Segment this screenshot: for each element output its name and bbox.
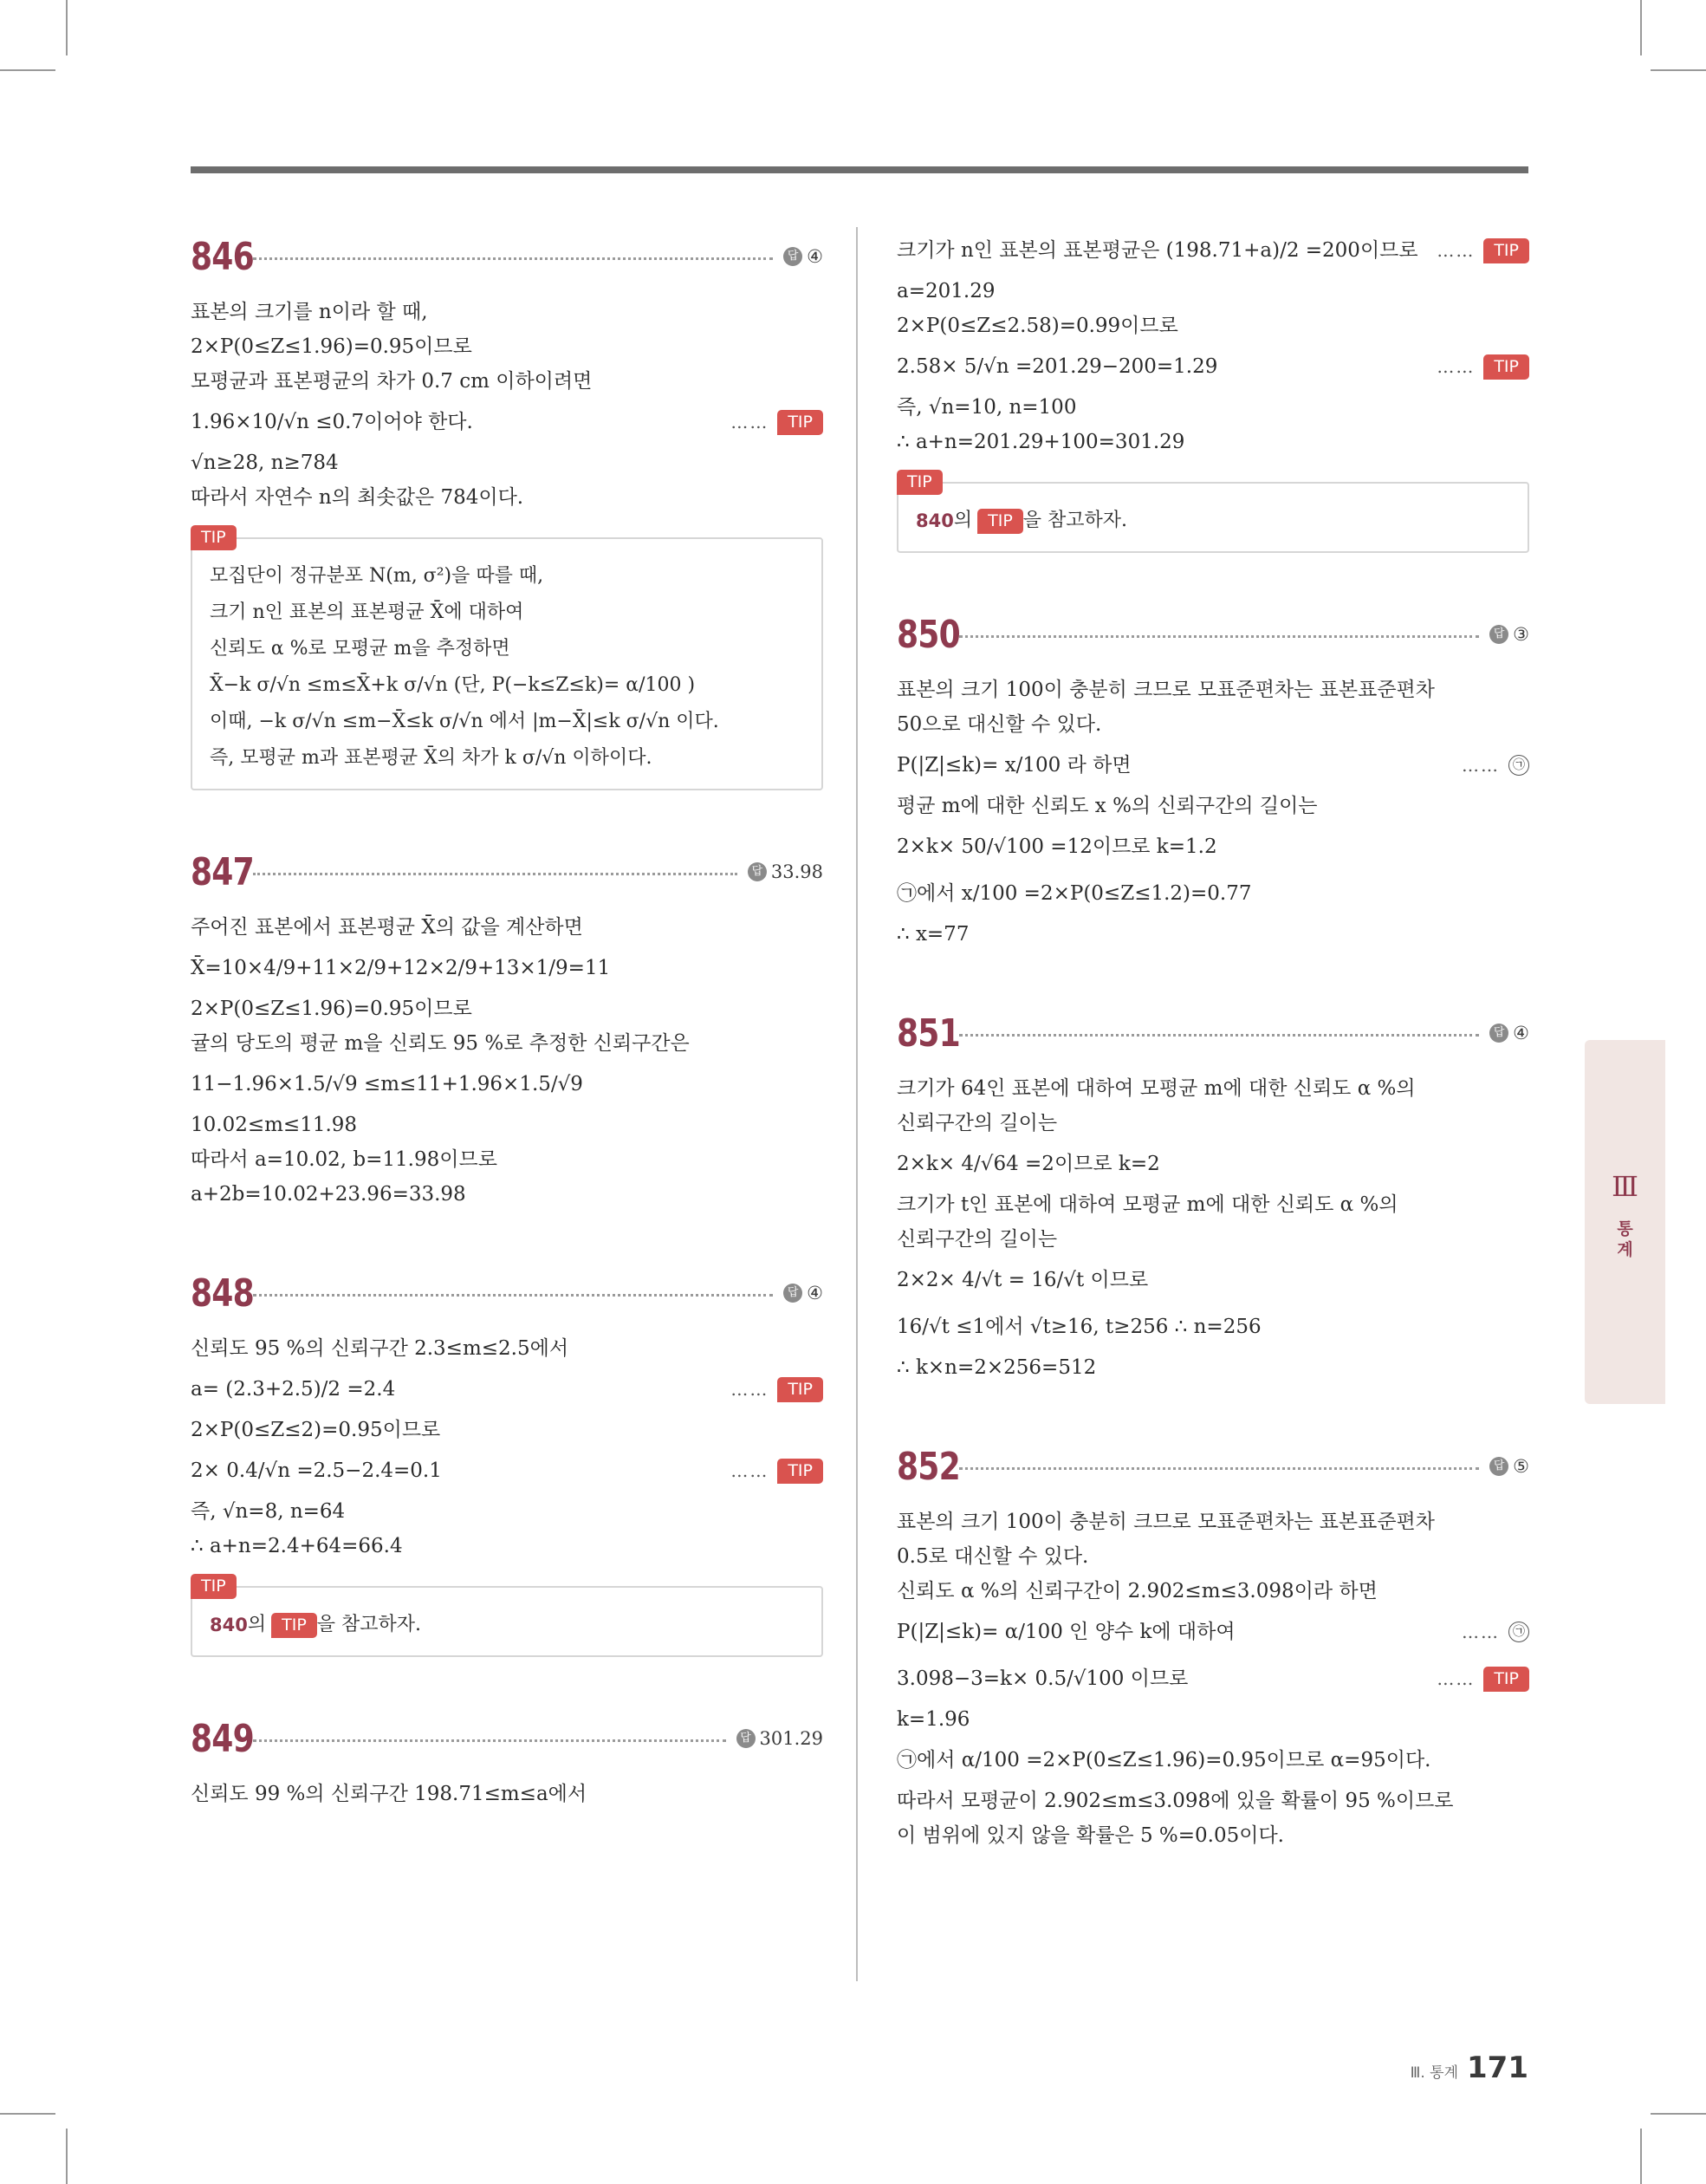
solution-line (897, 1350, 1529, 1385)
solution-line (897, 1257, 1529, 1303)
line-marker (1462, 742, 1529, 789)
line-marker (730, 1366, 823, 1413)
problem-number: 852 (897, 1444, 960, 1489)
solution-text: 3.098−3=k× 0.5/√100 이므로 (897, 1667, 1189, 1690)
left-column (191, 227, 823, 1863)
chapter-side-tab (1585, 1040, 1665, 1404)
solution-line (897, 1303, 1529, 1350)
solution-text: 표본의 크기 100이 충분히 크므로 모표준편차는 표본표준편차 (897, 679, 1435, 701)
solution-text: 11−1.96×1.5/√9 ≤m≤11+1.96×1.5/√9 (191, 1073, 583, 1095)
solution-line (897, 343, 1529, 390)
solution-line (897, 1222, 1529, 1257)
crop-mark (66, 0, 68, 55)
answer-value: 33.98 (770, 861, 823, 882)
leader-dots (959, 635, 1479, 638)
solution-text: ㉠에서 α/100 =2×P(0≤Z≤1.96)=0.95이므로 α=95이다. (897, 1749, 1431, 1771)
problem-number: 851 (897, 1011, 960, 1056)
solution-line (191, 329, 823, 364)
solution-text: 신뢰구간의 길이는 (897, 1228, 1058, 1251)
solution-text: ∴ k×n=2×256=512 (897, 1356, 1097, 1379)
problem-header (191, 1264, 823, 1323)
solution-text: ㉠에서 x/100 =2×P(0≤Z≤1.2)=0.77 (897, 882, 1252, 905)
solution-line (897, 1655, 1529, 1702)
tip-reference-line (916, 503, 1510, 539)
answer-badge (1489, 624, 1529, 645)
answer-icon: 답 (1489, 1457, 1508, 1476)
chapter-side-label: 통 계 (1617, 1219, 1633, 1259)
solution-text: 신뢰도 99 %의 신뢰구간 198.71≤m≤a에서 (191, 1783, 587, 1805)
solution-text: 2×P(0≤Z≤1.96)=0.95이므로 (191, 998, 472, 1020)
solution-line (191, 1177, 823, 1212)
problem-847 (191, 842, 823, 1212)
tip-reference-line (210, 1607, 804, 1643)
solution-text: 2×P(0≤Z≤2.58)=0.99이므로 (897, 315, 1178, 337)
answer-badge (783, 246, 823, 267)
answer-value: ③ (1513, 624, 1529, 645)
solution-text: 50으로 대신할 수 있다. (897, 713, 1102, 736)
line-marker (1437, 227, 1529, 274)
problem-852 (897, 1437, 1529, 1853)
crop-mark (1651, 2113, 1706, 2115)
problem-848 (191, 1264, 823, 1657)
solution-text: 2.58× 5/√n =201.29−200=1.29 (897, 355, 1218, 378)
crop-mark (1640, 0, 1642, 55)
solution-text: 주어진 표본에서 표본평균 X̄의 값을 계산하면 (191, 916, 583, 939)
tip-badge: TIP (1483, 354, 1529, 380)
solution-line (897, 917, 1529, 952)
solution-text: 2×k× 50/√100 =12이므로 k=1.2 (897, 835, 1217, 858)
solution-text: 2×2× 4/√t = 16/√t 이므로 (897, 1269, 1149, 1291)
column-divider (856, 227, 858, 1981)
solution-line (897, 1737, 1529, 1784)
leader-dots (253, 1294, 773, 1297)
solution-text: a+2b=10.02+23.96=33.98 (191, 1183, 466, 1206)
problem-851 (897, 1004, 1529, 1385)
tip-badge: TIP (777, 410, 823, 435)
leader-dots (253, 1739, 726, 1742)
solution-line (897, 1141, 1529, 1187)
answer-value: ④ (807, 246, 823, 267)
leader-dots (959, 1467, 1479, 1470)
solution-line (191, 1447, 823, 1494)
problem-header (897, 1437, 1529, 1496)
crop-mark (66, 2129, 68, 2184)
solution-line (191, 1026, 823, 1061)
problem-number: 849 (191, 1716, 254, 1761)
tip-line: 즉, 모평균 m과 표본평균 X̄의 차가 k σ/√n 이하이다. (210, 747, 652, 769)
tip-line: 크기 n인 표본의 표본평균 X̄에 대하여 (210, 601, 524, 623)
solution-text: 10.02≤m≤11.98 (191, 1114, 358, 1136)
answer-value: ④ (1513, 1023, 1529, 1043)
problem-849-continued (897, 227, 1529, 553)
tip-line: X̄−k σ/√n ≤m≤X̄+k σ/√n (단, P(−k≤Z≤k)= α/100 ) (210, 674, 696, 696)
chapter-roman-numeral: Ⅲ (1612, 1170, 1638, 1203)
solution-line (897, 1106, 1529, 1141)
solution-text: P(|Z|≤k)= x/100 라 하면 (897, 754, 1132, 777)
solution-line (191, 1494, 823, 1529)
solution-line (191, 480, 823, 515)
tip-line: 이때, −k σ/√n ≤m−X̄≤k σ/√n 에서 |m−X̄|≤k σ/√n 이다. (210, 711, 719, 732)
problem-846 (191, 227, 823, 790)
solution-text: 2×P(0≤Z≤2)=0.95이므로 (191, 1419, 441, 1441)
solution-line (897, 742, 1529, 789)
problem-header (191, 842, 823, 901)
problem-number: 846 (191, 234, 254, 279)
solution-line (897, 1609, 1529, 1655)
solution-text: 크기가 t인 표본에 대하여 모평균 m에 대한 신뢰도 α %의 (897, 1193, 1398, 1216)
solution-line (191, 1142, 823, 1177)
leader-dots: …… (1437, 240, 1476, 261)
line-marker (730, 399, 823, 445)
solution-text: 2× 0.4/√n =2.5−2.4=0.1 (191, 1459, 442, 1482)
solution-line (191, 445, 823, 480)
solution-text: 크기가 n인 표본의 표본평균은 (198.71+a)/2 =200이므로 (897, 239, 1418, 262)
problem-header (897, 605, 1529, 664)
solution-line (897, 673, 1529, 707)
solution-text: ∴ a+n=2.4+64=66.4 (191, 1535, 403, 1557)
solution-text: 모평균과 표본평균의 차가 0.7 cm 이하이려면 (191, 370, 593, 393)
solution-line (191, 1061, 823, 1108)
solution-line (897, 823, 1529, 870)
crop-mark (1651, 69, 1706, 71)
tip-reference-text: 을 참고하자. (1022, 510, 1128, 531)
tip-reference-text: 의 (953, 510, 973, 531)
problem-number: 848 (191, 1271, 254, 1316)
footer-chapter-label: Ⅲ. 통계 (1410, 2064, 1459, 2082)
crop-mark (0, 69, 55, 71)
solution-text: 0.5로 대신할 수 있다. (897, 1545, 1089, 1568)
answer-badge (783, 1283, 823, 1303)
solution-text: 표본의 크기 100이 충분히 크므로 모표준편차는 표본표준편차 (897, 1511, 1435, 1533)
leader-dots: …… (730, 1460, 769, 1481)
crop-mark (1640, 2129, 1642, 2184)
solution-line (897, 1818, 1529, 1853)
solution-line (191, 945, 823, 991)
tip-reference-text: 을 참고하자. (316, 1614, 422, 1635)
solution-text: 따라서 a=10.02, b=11.98이므로 (191, 1148, 497, 1171)
solution-line (897, 274, 1529, 309)
tip-badge: TIP (977, 509, 1023, 534)
answer-value: 301.29 (759, 1728, 823, 1749)
problem-header (191, 227, 823, 286)
solution-line (191, 1777, 823, 1811)
solution-line (897, 227, 1529, 274)
tip-badge: TIP (191, 1574, 237, 1599)
tip-badge: TIP (777, 1377, 823, 1402)
solution-line (897, 1574, 1529, 1609)
solution-text: 따라서 자연수 n의 최솟값은 784이다. (191, 486, 524, 509)
leader-dots (253, 873, 737, 875)
solution-text: 귤의 당도의 평균 m을 신뢰도 95 %로 추정한 신뢰구간은 (191, 1032, 690, 1055)
solution-line (897, 1539, 1529, 1574)
solution-text: 신뢰구간의 길이는 (897, 1112, 1058, 1134)
answer-icon: 답 (783, 1284, 802, 1303)
answer-value: ⑤ (1513, 1456, 1529, 1477)
tip-badge: TIP (1483, 1667, 1529, 1692)
answer-badge (736, 1728, 823, 1749)
line-marker (1462, 1609, 1529, 1655)
leader-dots (959, 1034, 1479, 1037)
solution-line (191, 1366, 823, 1413)
solution-line (191, 1413, 823, 1447)
leader-dots: …… (1462, 1622, 1500, 1642)
tip-badge: TIP (191, 525, 237, 550)
solution-text: 평균 m에 대한 신뢰도 x %의 신뢰구간의 길이는 (897, 795, 1318, 817)
solution-line (897, 870, 1529, 917)
answer-icon: 답 (1489, 625, 1508, 644)
leader-dots: …… (1437, 1668, 1476, 1689)
problem-header (191, 1709, 823, 1768)
solution-text: ∴ a+n=201.29+100=301.29 (897, 431, 1185, 453)
problem-850 (897, 605, 1529, 952)
solution-text: 16/√t ≤1에서 √t≥16, t≥256 ∴ n=256 (897, 1316, 1262, 1338)
line-marker (730, 1447, 823, 1494)
solution-line (191, 295, 823, 329)
solution-text: ∴ x=77 (897, 923, 970, 946)
solution-text: 크기가 64인 표본에 대하여 모평균 m에 대한 신뢰도 α %의 (897, 1077, 1416, 1100)
answer-badge (748, 861, 823, 882)
solution-line (191, 910, 823, 945)
answer-icon: 답 (1489, 1024, 1508, 1043)
solution-text: 신뢰도 α %의 신뢰구간이 2.902≤m≤3.098이라 하면 (897, 1580, 1378, 1602)
solution-line (191, 1108, 823, 1142)
solution-line (191, 399, 823, 445)
solution-line (897, 309, 1529, 343)
tip-box (191, 1576, 823, 1657)
tip-line: 모집단이 정규분포 N(m, σ²)을 따를 때, (210, 565, 544, 587)
problem-number: 847 (191, 849, 254, 894)
solution-text: 즉, √n=8, n=64 (191, 1500, 346, 1523)
solution-line (897, 1071, 1529, 1106)
answer-value: ④ (807, 1283, 823, 1303)
solution-text: a= (2.3+2.5)/2 =2.4 (191, 1378, 396, 1401)
solution-text: √n≥28, n≥784 (191, 452, 339, 474)
leader-dots: …… (1462, 755, 1500, 776)
answer-icon: 답 (736, 1729, 756, 1748)
solution-text: P(|Z|≤k)= α/100 인 양수 k에 대하여 (897, 1621, 1236, 1643)
tip-line: 신뢰도 α %로 모평균 m을 추정하면 (210, 638, 510, 660)
answer-icon: 답 (783, 247, 802, 266)
leader-dots: …… (730, 412, 769, 432)
solution-text: 2×k× 4/√64 =2이므로 k=2 (897, 1153, 1160, 1175)
solution-line (897, 1505, 1529, 1539)
solution-text: 표본의 크기를 n이라 할 때, (191, 301, 428, 323)
circled-marker: ㉠ (1508, 755, 1529, 776)
tip-badge: TIP (777, 1459, 823, 1484)
solution-text: a=201.29 (897, 280, 996, 302)
line-marker (1437, 343, 1529, 390)
tip-reference-number: 840 (210, 1615, 248, 1635)
tip-reference-text: 의 (247, 1614, 267, 1635)
page-number: 171 (1467, 2051, 1528, 2085)
solution-text: 즉, √n=10, n=100 (897, 396, 1077, 419)
circled-marker: ㉠ (1508, 1622, 1529, 1642)
solution-line (191, 364, 823, 399)
tip-reference-number: 840 (916, 510, 954, 531)
answer-badge (1489, 1456, 1529, 1477)
solution-text: 신뢰도 95 %의 신뢰구간 2.3≤m≤2.5에서 (191, 1337, 569, 1360)
solution-line (897, 1187, 1529, 1222)
solution-line (897, 1702, 1529, 1737)
solution-line (897, 390, 1529, 425)
solution-text: k=1.96 (897, 1708, 970, 1731)
tip-badge: TIP (897, 470, 943, 495)
solution-line (897, 425, 1529, 459)
solution-line (191, 1331, 823, 1366)
leader-dots: …… (730, 1379, 769, 1400)
solution-text: 1.96×10/√n ≤0.7이어야 한다. (191, 411, 473, 433)
problem-number: 850 (897, 612, 960, 657)
answer-badge (1489, 1023, 1529, 1043)
right-column (897, 227, 1529, 1905)
problem-849 (191, 1709, 823, 1811)
solution-text: 2×P(0≤Z≤1.96)=0.95이므로 (191, 335, 472, 358)
solution-line (191, 1529, 823, 1563)
solution-text: 따라서 모평균이 2.902≤m≤3.098에 있을 확률이 95 %이므로 (897, 1790, 1454, 1812)
solution-line (897, 789, 1529, 823)
leader-dots (253, 257, 773, 260)
crop-mark (0, 2113, 55, 2115)
problem-header (897, 1004, 1529, 1063)
tip-box (191, 528, 823, 790)
solution-text: 이 범위에 있지 않을 확률은 5 %=0.05이다. (897, 1824, 1284, 1847)
top-rule (191, 166, 1528, 173)
solution-text: X̄=10×4/9+11×2/9+12×2/9+13×1/9=11 (191, 957, 611, 979)
solution-line (191, 991, 823, 1026)
tip-badge: TIP (1483, 238, 1529, 263)
tip-badge: TIP (271, 1613, 317, 1638)
solution-line (897, 1784, 1529, 1818)
page-footer (1411, 2051, 1528, 2085)
leader-dots: …… (1437, 356, 1476, 377)
line-marker (1437, 1655, 1529, 1702)
answer-icon: 답 (748, 862, 767, 881)
tip-box (897, 472, 1529, 553)
solution-line (897, 707, 1529, 742)
